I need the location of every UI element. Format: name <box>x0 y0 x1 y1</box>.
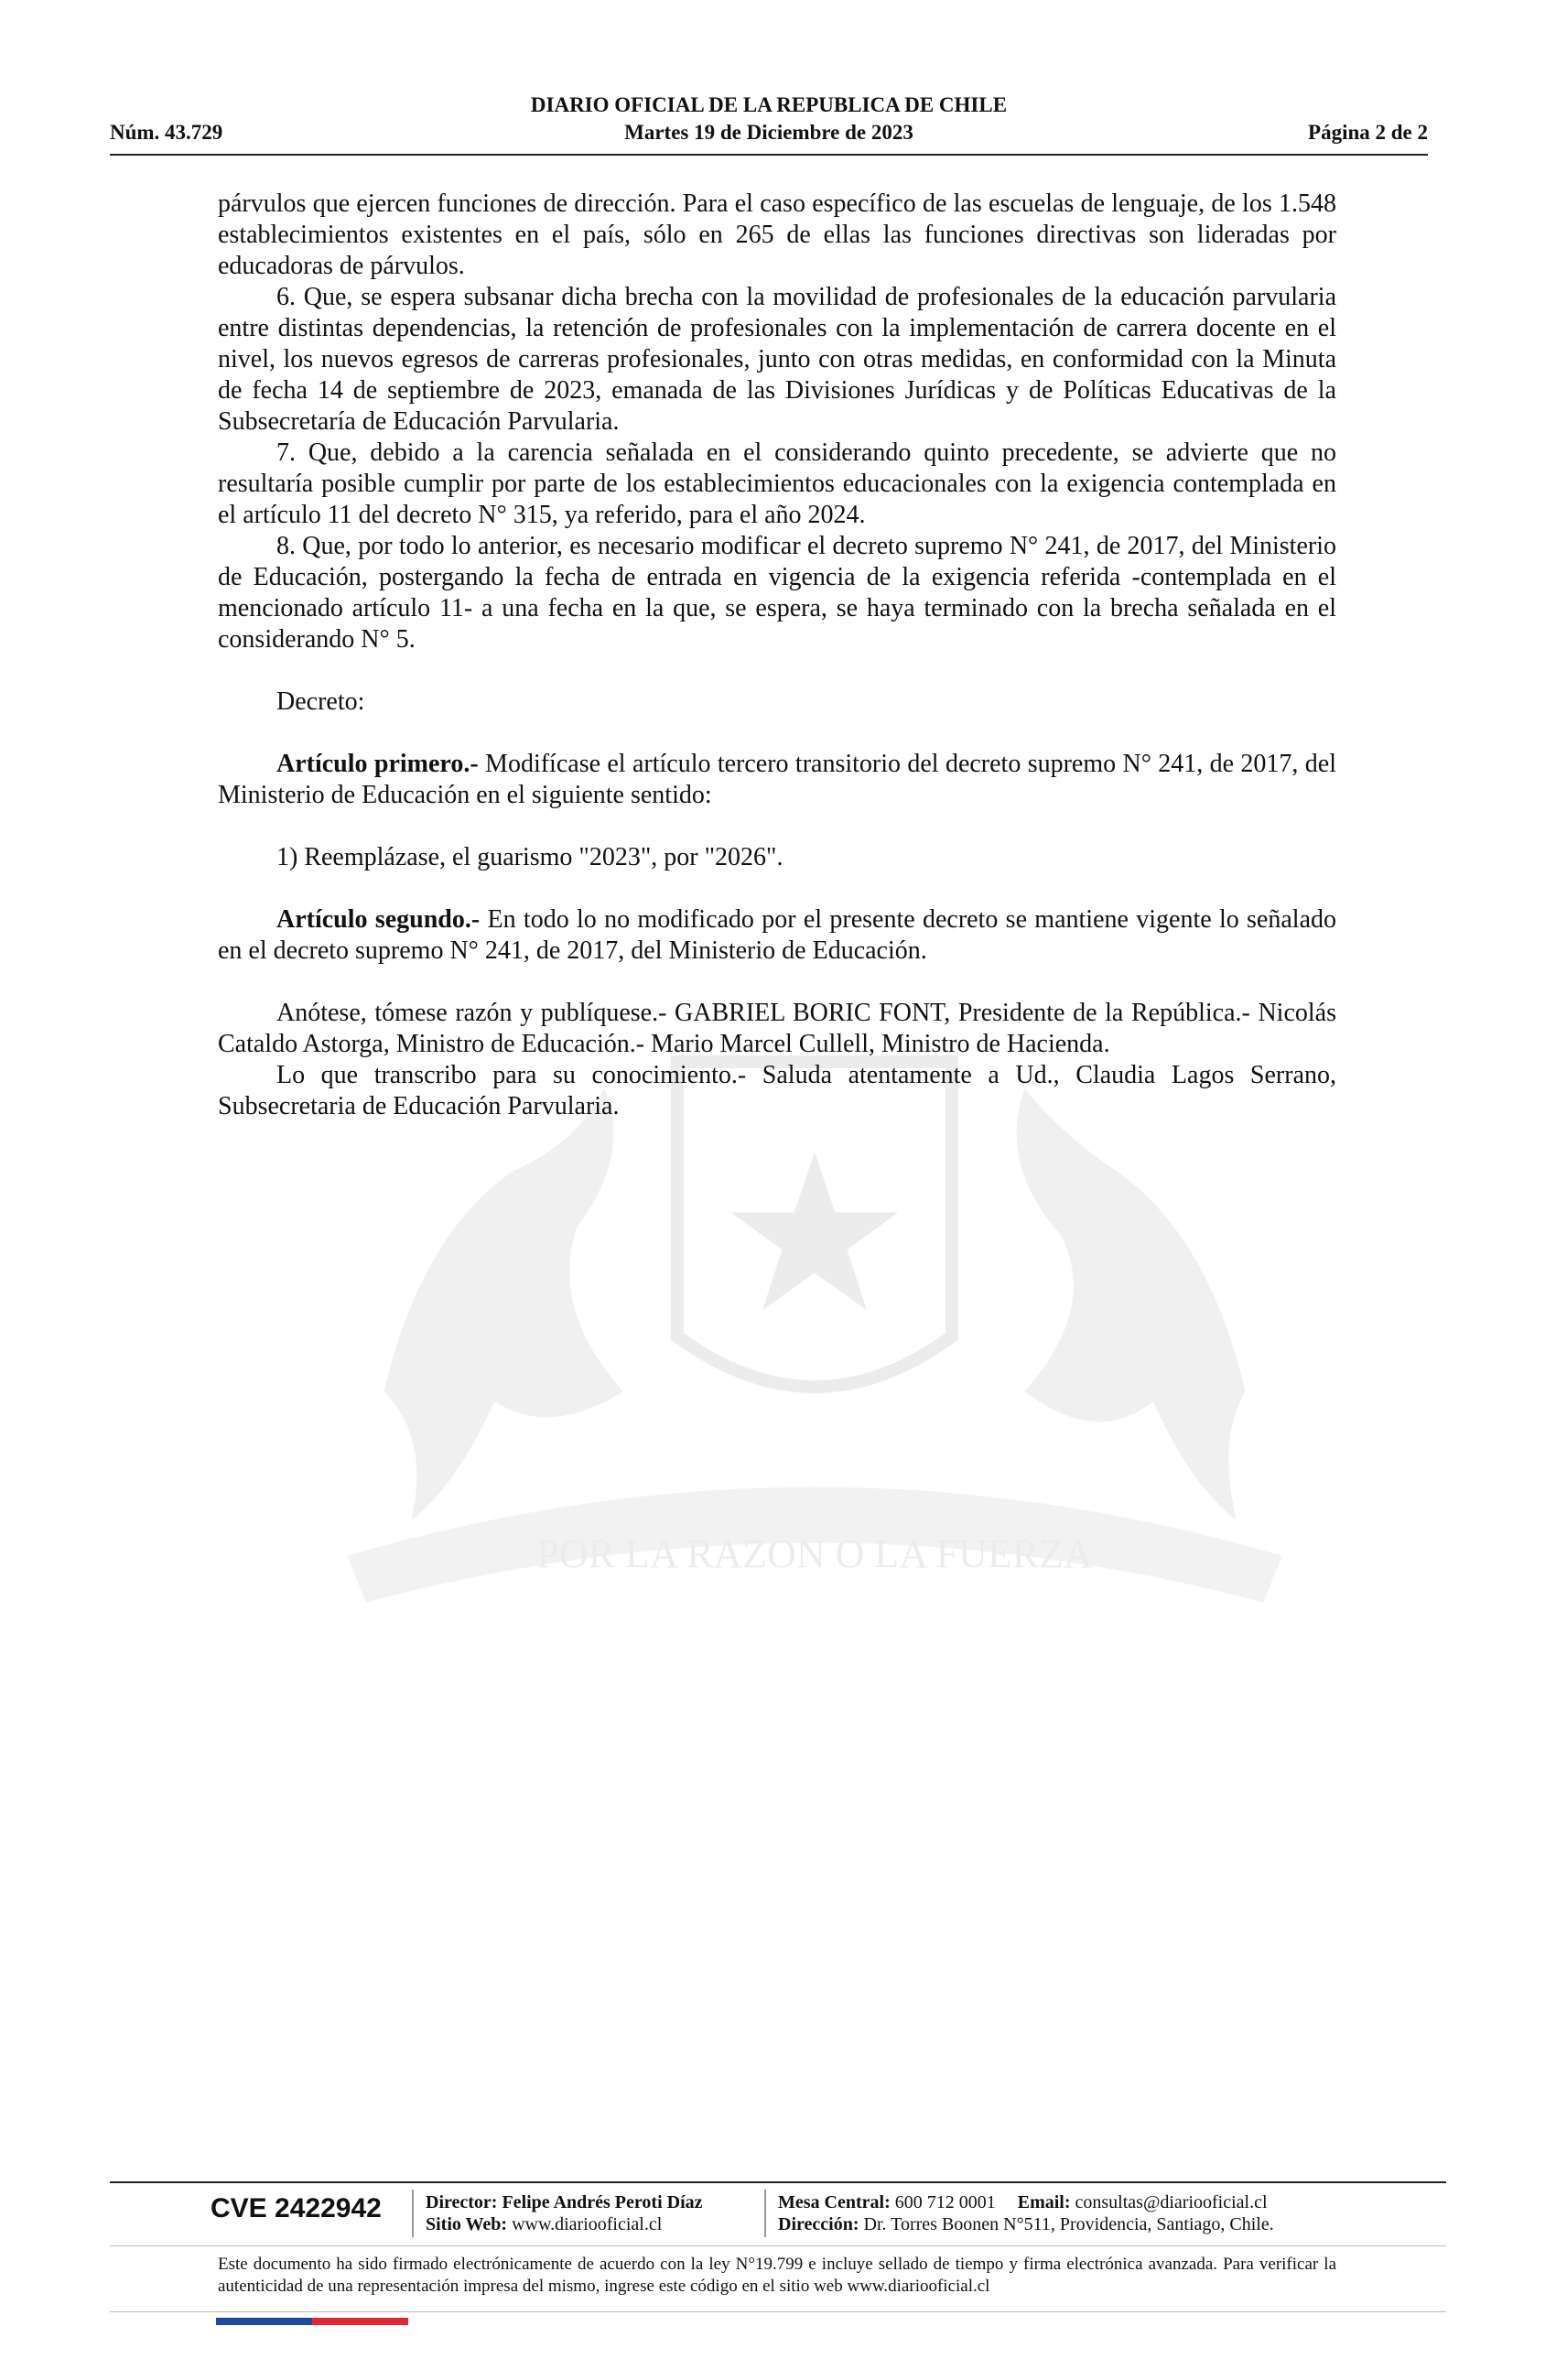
signatures-paragraph: Anótese, tómese razón y publíquese.- GABRIEL BORIC FONT, Presidente de la República.- Nicolás Cataldo Astorga, Ministro de Educación.- Mario Marcel Cullell, Ministro de Hacienda. <box>218 999 1336 1058</box>
footer-separator <box>412 2190 414 2237</box>
footer-contact-block <box>778 2191 1274 2235</box>
address-text: Dr. Torres Boonen N°511, Providencia, Santiago, Chile. <box>859 2214 1274 2234</box>
flag-stripe <box>216 2318 265 2325</box>
flag-stripe <box>312 2318 361 2325</box>
footer-director-block <box>426 2191 703 2235</box>
electronic-signature-note: Este documento ha sido firmado electrónicamente de acuerdo con la ley N°19.799 e incluye sellado de tiempo y firma electrónica avanzada. Para verificar la autenticidad de una representación impresa del mismo, ingrese este código en el sitio web www.diariooficial.cl <box>218 2255 1336 2296</box>
footer-divider-3 <box>110 2311 1446 2312</box>
email-label: Email: <box>1017 2192 1071 2212</box>
considerando-8: 8. Que, por todo lo anterior, es necesario modificar el decreto supremo N° 241, de 2017, del Ministerio de Educación, postergando la fecha de entrada en vigencia de la exigencia referida -contemplada en el mencionado artículo 11- a una fecha en la que, se espera, se haya terminado con la brecha señalada en el considerando N° 5. <box>218 532 1336 654</box>
flag-color-strip <box>216 2318 408 2325</box>
page-number: Página 2 de 2 <box>1308 121 1428 144</box>
flag-stripe <box>265 2318 313 2325</box>
mesa-central-label: Mesa Central: <box>778 2192 891 2212</box>
footer-separator <box>764 2190 766 2237</box>
article-first-label: Artículo primero.- <box>276 750 479 778</box>
issue-number: Núm. 43.729 <box>110 121 223 144</box>
flag-stripe <box>361 2318 409 2325</box>
article-first-item-1: 1) Reemplázase, el guarismo "2023", por "2026". <box>276 843 783 871</box>
mesa-central-phone: 600 712 0001 <box>890 2192 996 2212</box>
director-name: Felipe Andrés Peroti Díaz <box>497 2192 703 2212</box>
article-second <box>218 904 1336 967</box>
website-link[interactable]: www.diariooficial.cl <box>507 2214 663 2234</box>
closing-paragraph: Lo que transcribo para su conocimiento.- Saluda atentamente a Ud., Claudia Lagos Serrano, Subsecretaria de Educación Parvularia. <box>218 1061 1336 1120</box>
issue-date: Martes 19 de Diciembre de 2023 <box>624 121 913 144</box>
director-label: Director: <box>426 2192 498 2212</box>
email-link[interactable]: consultas@diariooficial.cl <box>1070 2192 1268 2212</box>
website-label: Sitio Web: <box>426 2214 508 2234</box>
watermark-motto: POR LA RAZON O LA FUERZA <box>536 1531 1093 1576</box>
footer-divider <box>110 2181 1446 2183</box>
decree-body <box>218 189 1336 1122</box>
page-header <box>110 93 1428 157</box>
paragraph-continuation: párvulos que ejercen funciones de dirección. Para el caso específico de las escuelas de lenguaje, de los 1.548 establecimientos existentes en el país, sólo en 265 de ellas las funciones directivas son lideradas por educadoras de párvulos. <box>218 189 1336 280</box>
address-label: Dirección: <box>778 2214 859 2234</box>
footer-divider-2 <box>110 2245 1446 2246</box>
article-second-text: En todo lo no modificado por el presente decreto se mantiene vigente lo señalado en el decreto supremo N° 241, de 2017, del Ministerio de Educación. <box>218 905 1336 965</box>
publication-title: DIARIO OFICIAL DE LA REPUBLICA DE CHILE <box>530 93 1008 116</box>
considerando-7: 7. Que, debido a la carencia señalada en el considerando quinto precedente, se advierte que no resultaría posible cumplir por parte de los establecimientos educacionales con la exigencia contemplada en el artículo 11 del decreto N° 315, ya referido, para el año 2024. <box>218 438 1336 529</box>
cve-code: CVE 2422942 <box>211 2193 382 2223</box>
article-first-text: Modifícase el artículo tercero transitorio del decreto supremo N° 241, de 2017, del Ministerio de Educación en el siguiente sentido: <box>218 750 1337 809</box>
considerando-6: 6. Que, se espera subsanar dicha brecha con la movilidad de profesionales de la educación parvularia entre distintas dependencias, la retención de profesionales con la implementación de carrera docente en el nivel, los nuevos egresos de carreras profesionales, junto con otras medidas, en conformidad con la Minuta de fecha 14 de septiembre de 2023, emanada de las Divisiones Jurídicas y de Políticas Educativas de la Subsecretaría de Educación Parvularia. <box>218 283 1336 436</box>
header-divider <box>110 154 1428 156</box>
article-second-label: Artículo segundo.- <box>276 905 481 934</box>
decreto-heading: Decreto: <box>276 687 365 716</box>
article-first <box>218 749 1336 811</box>
